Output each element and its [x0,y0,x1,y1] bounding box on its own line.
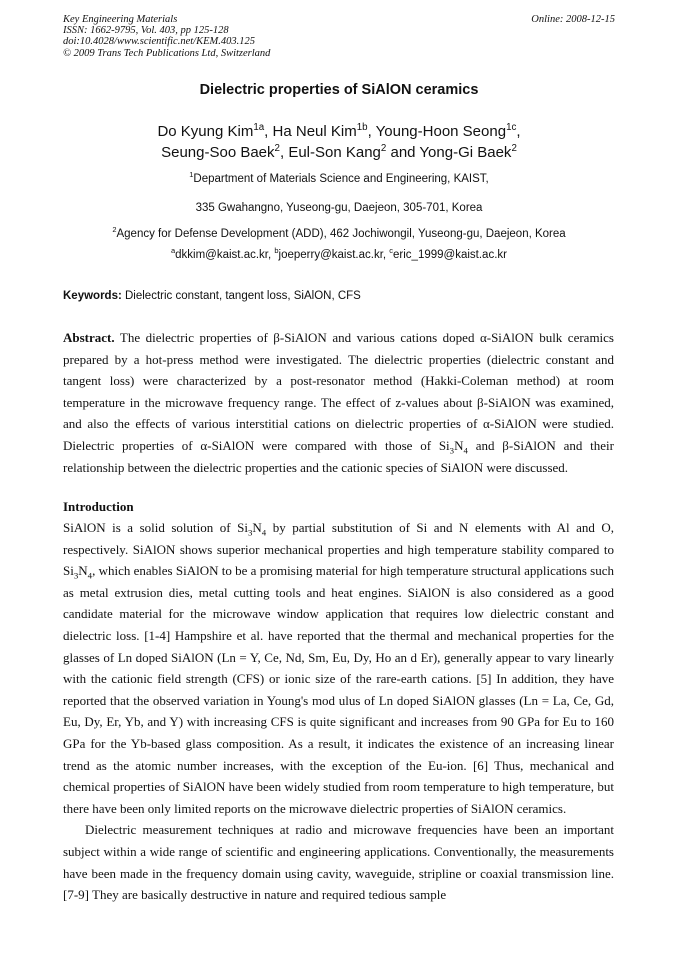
journal-issn: ISSN: 1662-9795, Vol. 403, pp 125-128 [63,25,229,37]
email: eric_1999@kaist.ac.kr [393,249,507,261]
author: Young-Hoon Seong [375,123,507,140]
author-separator: , [264,123,273,140]
intro-text: by partial substitution of Si and N elements with Al and O, respectively. SiAlON shows superior mechanical properties and high temperature stability compared to Si [63,520,614,579]
author-line-2 [0,142,678,163]
journal-doi: doi:10.4028/www.scientific.net/KEM.403.125 [63,36,255,48]
author-emails [0,246,678,261]
author-separator: , [516,123,521,140]
affiliation-text: Agency for Defense Development (ADD), 462 Jochiwongil, Yuseong-gu, Daejeon, Korea [116,228,566,240]
abstract-text: N [454,437,464,453]
author-affil-sup: 1b [356,122,368,133]
author-affil-sup: 1c [506,122,517,133]
abstract-text: The dielectric properties of β-SiAlON and various cations doped α-SiAlON bulk ceramics prepared by a hot-press method were investigated. The dielectric properties (dielectric constant and tangent loss) were characterized by a post-resonator method (Hakki-Coleman method) at room temperature in the microwave frequency range. The effect of z-values about β-SiAlON was examined, and also the effects of various interstitial cations on dielectric properties of α-SiAlON were studied. Dielectric properties of α-SiAlON were compared with those of Si [63,330,614,453]
affiliation-sup: 1 [189,170,194,180]
subscript: 4 [87,570,93,581]
author: Ha Neul Kim [272,123,357,140]
author: Eul-Son Kang [288,144,381,161]
subscript: 3 [73,570,79,581]
intro-text: SiAlON is a solid solution of Si [63,520,248,535]
abstract-label: Abstract. [63,330,115,345]
subscript: 4 [261,527,267,538]
email-sup: b [274,246,279,256]
journal-copyright: © 2009 Trans Tech Publications Ltd, Switzerland [63,47,271,59]
author-separator: , [367,123,376,140]
intro-paragraph-1 [63,517,614,819]
affiliation-1-line-2: 335 Gwahangno, Yuseong-gu, Daejeon, 305-701, Korea [195,202,483,214]
author-affil-sup: 2 [511,143,517,154]
author-line-1 [0,121,678,142]
affiliation-2 [0,225,678,240]
affiliation-sup: 2 [112,225,117,235]
keywords [63,290,615,302]
journal-name: Key Engineering Materials [63,14,178,25]
intro-text: , which enables SiAlON to be a promising material for high temperature structural applications such as metal extrusion dies, metal cutting tools and heat engines. SiAlON is also considered as a good candidate material for the microwave window application that requires low dielectric constant and dielectric loss. [1-4] Hampshire et al. have reported that the thermal and mechanical properties for the glasses of Ln doped SiAlON (Ln = Y, Ce, Nd, Sm, Eu, Dy, Ho an d Er), generally appear to vary linearly with the cationic field strength (CFS) or ionic size of the rare-earth cations. [5] In addition, they have reported that the observed variation in Young's mod ulus of Ln doped SiAlON glasses (Ln = La, Ce, Gd, Eu, Dy, Er, Yb, and Y) with increasing CFS is quite significant and increases from 90 GPa for Eu to 160 GPa for the Yb-based glass composition. As a result, it indicates the existence of an increasing linear trend as the atomic number increases, with the exception of the Eu-ion. [6] Thus, mechanical and chemical properties of SiAlON have been widely studied from room temperature to high temperature, but there have been only limited reports on the microwave dielectric properties of SiAlON ceramics. [63,563,614,816]
author-separator: , [279,144,289,161]
introduction-heading: Introduction [63,499,134,514]
journal-header [63,14,615,59]
keywords-label: Keywords: [63,290,122,302]
abstract-text: and β-SiAlON and their relationship between the dielectric properties and the cationic species of SiAlON were discussed. [63,437,614,475]
subscript: 4 [463,445,468,456]
email-sup: a [171,246,176,256]
paper-title: Dielectric properties of SiAlON ceramics [199,82,479,98]
intro-text: N [252,520,262,535]
email: dkkim@kaist.ac.kr, [175,249,275,261]
email-sup: c [389,246,394,256]
intro-text: N [78,563,88,579]
abstract [63,327,614,478]
intro-paragraph-2: Dielectric measurement techniques at radio and microwave frequencies have been an important subject within a wide range of scientific and engineering applications. Conventionally, the measurements have been made in the frequency domain using cavity, waveguide, stripline or coaxial transmission line. [7-9] They are basically destructive in nature and required tedious sample [63,822,614,903]
email: joeperry@kaist.ac.kr, [278,249,390,261]
subscript: 3 [247,527,253,538]
online-date: Online: 2008-12-15 [531,14,615,25]
author: Do Kyung Kim [157,123,254,140]
affiliation-text: Department of Materials Science and Engineering, KAIST, [193,173,489,185]
introduction-body [63,517,614,906]
author-affil-sup: 1a [253,122,265,133]
keywords-text: Dielectric constant, tangent loss, SiAlON, CFS [121,290,361,302]
author-affil-sup: 2 [380,143,387,154]
author-separator: and [386,144,420,161]
affiliation-1-line-1 [0,170,678,185]
author: Yong-Gi Baek [419,144,512,161]
author: Seung-Soo Baek [161,144,275,161]
author-list [0,121,678,163]
subscript: 3 [449,445,455,456]
author-affil-sup: 2 [274,143,280,154]
